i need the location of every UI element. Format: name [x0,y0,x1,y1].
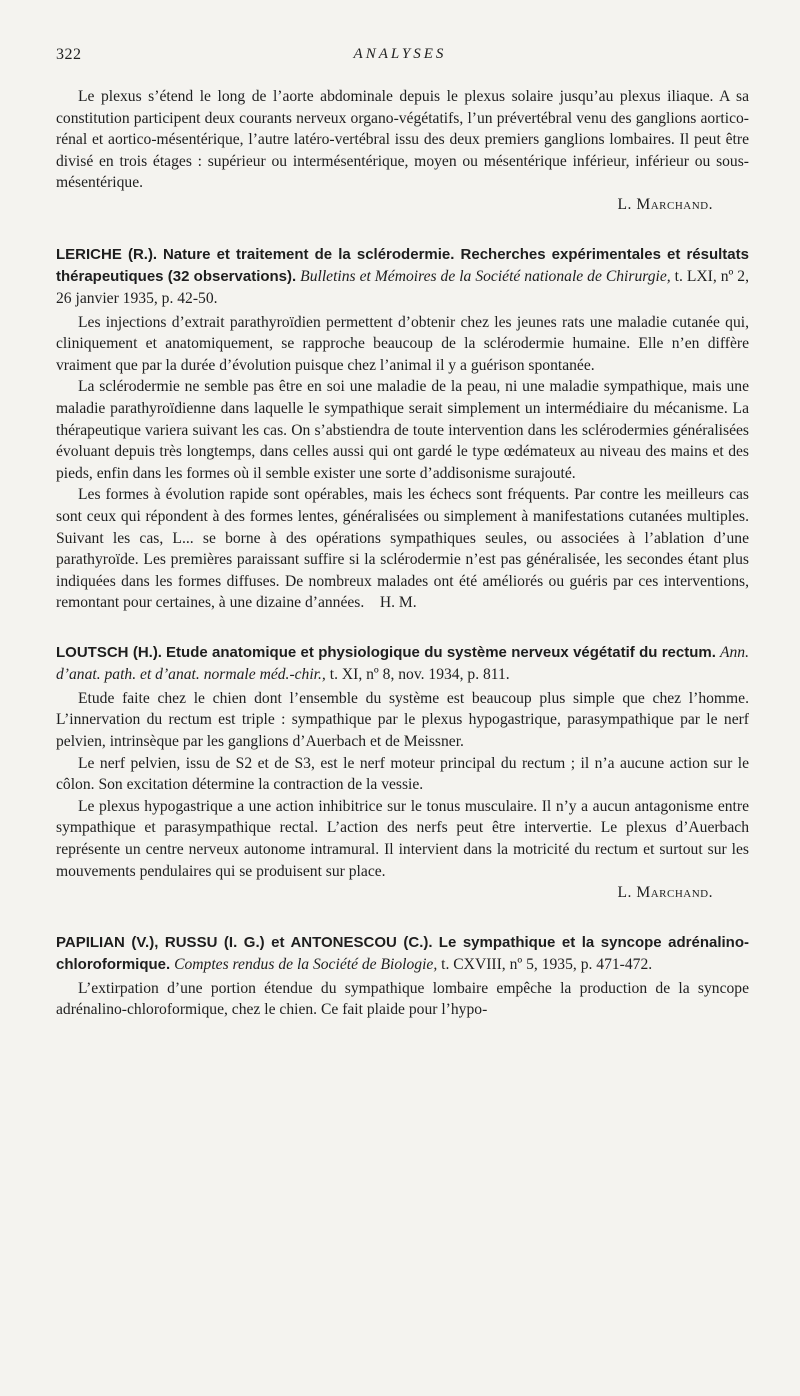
entry-paragraph: Le nerf pelvien, issu de S2 et de S3, est le nerf moteur principal du rectum ; il n’a aucune action sur le côlon. Son excitation détermine la contraction de la vessie. [56,754,749,794]
entry-authors: LOUTSCH (H.). [56,643,162,661]
entry-heading [56,642,749,686]
entry-title: Le sympathique et la syncope adrénalino-chloroformique. [56,933,749,973]
intro-paragraph: Le plexus s’étend le long de l’aorte abdominale depuis le plexus solaire jusqu’au plexus iliaque. A sa constitution participent deux courants nerveux organo-végétatifs, l’un prévertébral venu des ganglions aortico-rénal et aortico-mésentérique, l’autre latéro-vertébral issu des deux premiers ganglions lombaires. Il peut être divisé en trois étages : supérieur ou intermésentérique, moyen ou mésentérique inférieur, inférieur ou sous-mésentérique. [56,88,749,192]
page-content [56,86,749,1021]
entry-source: Ann. d’anat. path. et d’anat. normale méd.-chir., [56,643,749,683]
entry-loutsch [56,642,749,904]
entry-papilian [56,932,749,1021]
intro-signature: L. Marchand. [617,195,713,213]
entry-paragraph-text: Les formes à évolution rapide sont opérables, mais les échecs sont fréquents. Par contre les meilleurs cas sont ceux qui répondent à des formes lentes, généralisées ou simplement à manifestations cutanées multiples. Suivant les cas, L... se borne à des opérations sympathiques seules, ou associées à l’ablation d’une parathyroïde. Les premières paraissant suffire si la sclérodermie n’est pas généralisée, les secondes étant plus indiquées dans les formes diffuses. De nombreux malades ont été améliorés ou guéris par ces interventions, remontant pour certaines, à une dizaine d’années. [56,486,749,612]
entry-paragraph: Le plexus hypogastrique a une action inhibitrice sur le tonus musculaire. Il n’y a aucun antagonisme entre sympathique et parasympathique rectal. L’action des nerfs peut être intervertie. Le plexus d’Auerbach représente un centre nerveux autonome intramural. Il intervient dans la motricité du rectum et surtout sur les mouvements pendulaires qui se produisent sur place. [56,797,749,880]
page-number: 322 [56,46,82,63]
entry-signature: L. Marchand. [617,884,713,902]
entry-reference: t. XI, nº 8, nov. 1934, p. 811. [329,665,510,683]
entry-title: Etude anatomique et physiologique du système nerveux végétatif du rectum. [166,643,716,661]
entry-reference: t. CXVIII, nº 5, 1935, p. 471-472. [441,955,653,973]
intro-section [56,86,749,216]
entry-paragraph: Etude faite chez le chien dont l’ensemble du système est beaucoup plus simple que chez l’homme. L’innervation du rectum est triple : sympathique par le plexus hypogastrique, parasympathique par le nerf pelvien, intrinsèque par les ganglions d’Auerbach et de Meissner. [56,689,749,751]
entry-leriche [56,244,749,614]
entry-reference: t. LXI, nº 2, 26 janvier 1935, p. 42-50. [56,267,749,307]
entry-authors: LERICHE (R.). [56,245,158,263]
entry-source: Bulletins et Mémoires de la Société nationale de Chirurgie, [300,267,671,285]
entry-title: Nature et traitement de la sclérodermie. Recherches expérimentales et résultats thérapeutiques (32 observations). [56,245,749,285]
entry-source: Comptes rendus de la Société de Biologie, [174,955,438,973]
entry-heading [56,932,749,976]
running-head: ANALYSES [353,46,447,62]
entry-paragraph: La sclérodermie ne semble pas être en soi une maladie de la peau, ni une maladie sympathique, mais une maladie parathyroïdienne dans laquelle le sympathique serait simplement un intermédiaire du mécanisme. La thérapeutique variera suivant les cas. On s’abstiendra de toute intervention dans les sclérodermies généralisées évoluant depuis très longtemps, dans celles aussi qui ont gardé le type œdémateux au niveau des mains et des pieds, enfin dans les formes où il semble exister une sorte d’addisonisme surajouté. [56,378,749,482]
entry-paragraph: L’extirpation d’une portion étendue du sympathique lombaire empêche la production de la syncope adrénalino-chloroformique, chez le chien. Ce fait plaide pour l’hypo- [56,979,749,1019]
page-header [56,46,744,68]
entry-authors: PAPILIAN (V.), RUSSU (I. G.) et ANTONESCOU (C.). [56,933,433,951]
entry-paragraph [56,484,749,614]
entry-signature: H. M. [379,594,417,612]
entry-heading [56,244,749,310]
entry-paragraph: Les injections d’extrait parathyroïdien permettent d’obtenir chez les jeunes rats une maladie cutanée qui, cliniquement et anatomiquement, se rapproche beaucoup de la sclérodermie humaine. Elle n’en diffère vraiment que par la durée d’évolution puisque chez l’animal il y a guérison spontanée. [56,313,749,374]
